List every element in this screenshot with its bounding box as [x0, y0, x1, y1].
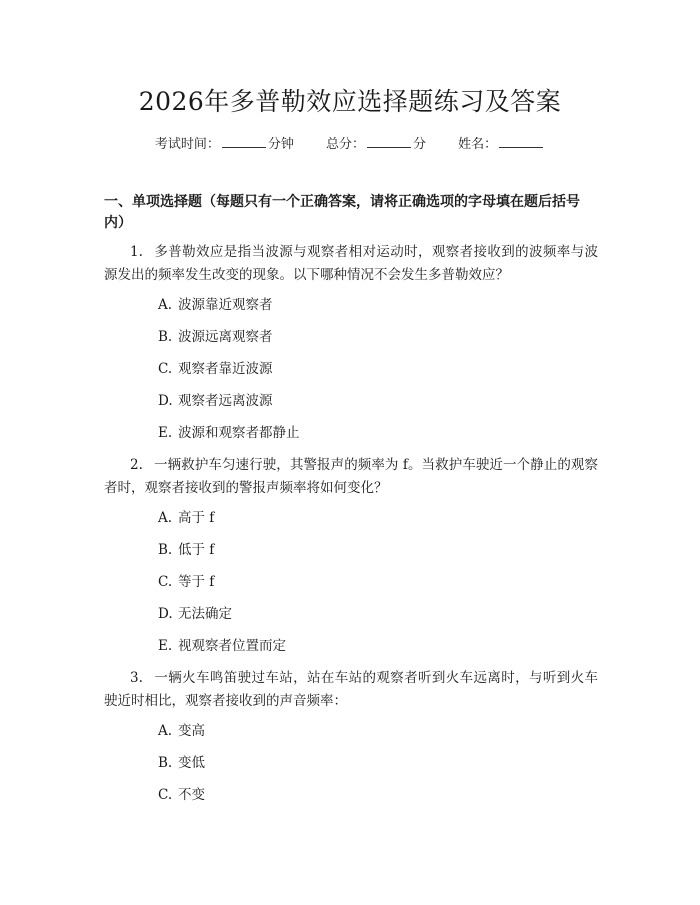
option-letter: E. — [158, 425, 173, 441]
option-text: 波源靠近观察者 — [178, 297, 273, 313]
question-text: 多普勒效应是指当波源与观察者相对运动时，观察者接收到的波频率与波源发出的频率发生改变的现象。以下哪种情况不会发生多普勒效应？ — [104, 244, 598, 283]
name-field — [458, 133, 545, 152]
option-letter: A. — [158, 297, 173, 313]
option-text: 观察者远离波源 — [178, 393, 273, 409]
option-3c — [158, 786, 578, 804]
option-text: 波源远离观察者 — [178, 329, 273, 345]
question-number: 3. — [130, 670, 143, 686]
option-text: 变低 — [178, 755, 205, 771]
option-letter: E. — [158, 638, 173, 654]
option-2d — [158, 605, 578, 623]
question-1 — [104, 241, 598, 287]
option-1e — [158, 424, 578, 442]
option-letter: B. — [158, 755, 173, 771]
total-score-label: 总分： — [325, 137, 365, 152]
option-3a — [158, 722, 578, 740]
question-number: 1. — [130, 244, 143, 260]
question-number: 2. — [130, 457, 143, 473]
option-1c — [158, 360, 578, 378]
option-text: 不变 — [178, 787, 205, 803]
exam-time-label: 考试时间： — [154, 137, 220, 152]
option-text: 低于 f — [178, 542, 215, 558]
exam-time-unit: 分钟 — [267, 137, 294, 152]
option-letter: C. — [158, 574, 173, 590]
option-1a — [158, 296, 578, 314]
option-letter: A. — [158, 723, 173, 739]
question-text: 一辆火车鸣笛驶过车站，站在车站的观察者听到火车远离时，与听到火车驶近时相比，观察者接收到的声音频率： — [104, 670, 598, 709]
option-letter: C. — [158, 787, 173, 803]
section-heading: 一、单项选择题（每题只有一个正确答案，请将正确选项的字母填在题后括号内） — [104, 194, 580, 231]
total-score-field — [326, 133, 426, 152]
name-label: 姓名： — [458, 137, 498, 152]
option-3b — [158, 754, 578, 772]
option-2b — [158, 541, 578, 559]
option-letter: D. — [158, 606, 173, 622]
option-text: 观察者靠近波源 — [178, 361, 273, 377]
option-1b — [158, 328, 578, 346]
option-text: 无法确定 — [178, 606, 232, 622]
option-letter: B. — [158, 329, 173, 345]
document-title: 2026年多普勒效应选择题练习及答案 — [138, 87, 562, 116]
total-score-unit: 分 — [413, 137, 427, 152]
exam-time-field — [155, 133, 294, 152]
option-2e — [158, 637, 578, 655]
exam-time-blank — [222, 135, 266, 148]
option-letter: A. — [158, 510, 173, 526]
option-2c — [158, 573, 578, 591]
question-3 — [104, 667, 598, 713]
option-text: 视观察者位置而定 — [178, 638, 286, 654]
question-text: 一辆救护车匀速行驶，其警报声的频率为 f。当救护车驶近一个静止的观察者时，观察者接收到的警报声频率将如何变化？ — [104, 457, 598, 496]
name-blank — [499, 135, 543, 148]
option-text: 高于 f — [178, 510, 215, 526]
option-1d — [158, 392, 578, 410]
option-text: 波源和观察者都静止 — [178, 425, 300, 441]
option-text: 等于 f — [178, 574, 215, 590]
total-score-blank — [367, 135, 411, 148]
question-2 — [104, 454, 598, 500]
option-letter: C. — [158, 361, 173, 377]
exam-info-line — [0, 133, 700, 152]
option-letter: B. — [158, 542, 173, 558]
option-text: 变高 — [178, 723, 205, 739]
option-letter: D. — [158, 393, 173, 409]
option-2a — [158, 509, 578, 527]
